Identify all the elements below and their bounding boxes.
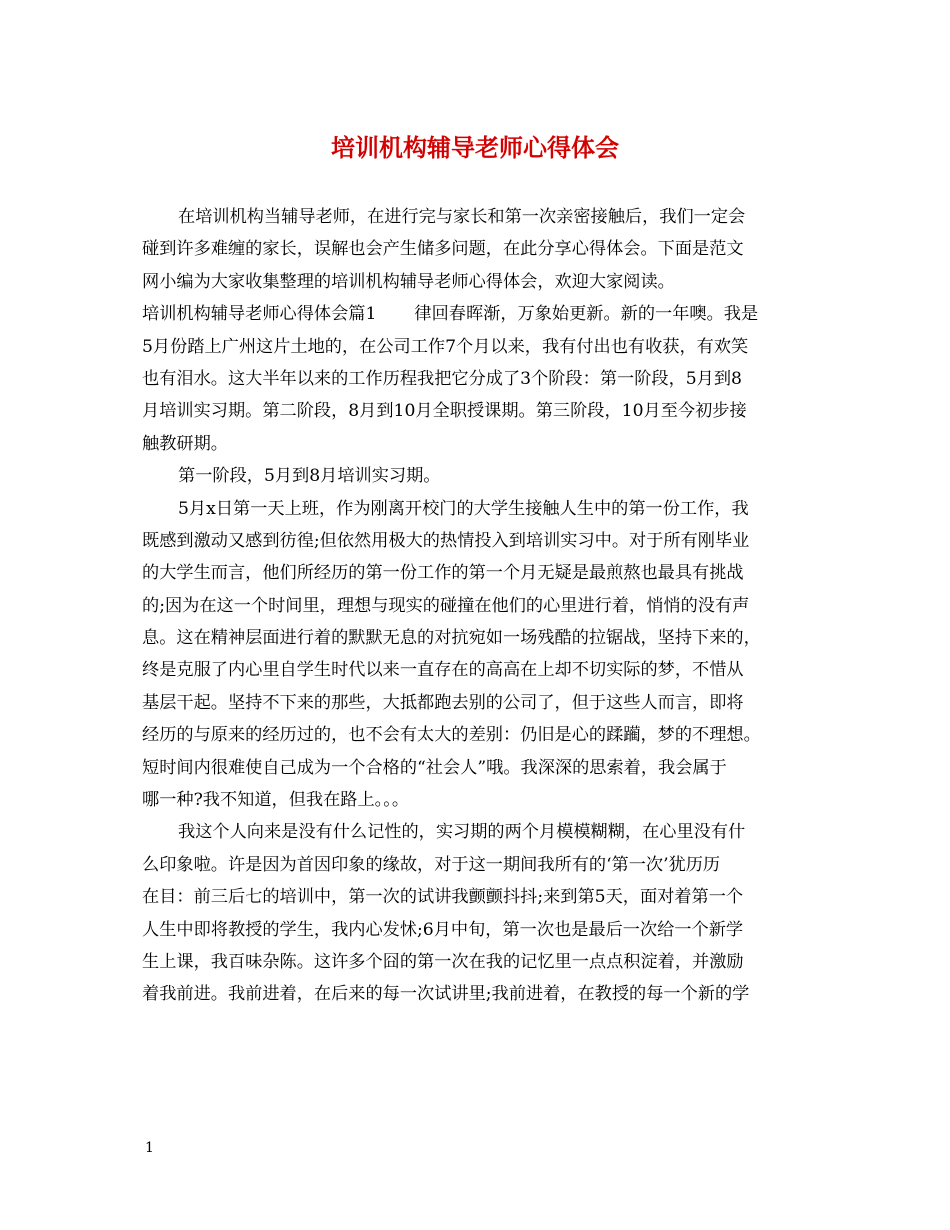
paragraph-line: 人生中即将教授的学生，我内心发怵;6月中旬，第一次也是最后一次给一个新学 xyxy=(142,919,744,940)
paragraph-line: 生上课，我百味杂陈。这许多个囧的第一次在我的记忆里一点点积淀着，并激励 xyxy=(142,951,744,972)
paragraph-line: 息。这在精神层面进行着的默默无息的对抗宛如一场残酷的拉锯战，坚持下来的， xyxy=(142,628,761,649)
paragraph-line: 月培训实习期。第二阶段，8月到10月全职授课期。第三阶段，10月至今初步接 xyxy=(142,401,747,422)
paragraph-line: 的大学生而言，他们所经历的第一份工作的第一个月无疑是最煎熬也最具有挑战 xyxy=(142,563,744,584)
document-body xyxy=(142,201,822,1011)
paragraph-line: 在目：前三后七的培训中，第一次的试讲我颤颤抖抖;来到第5天，面对着第一个 xyxy=(142,887,744,908)
paragraph-line: 基层干起。坚持不下来的那些，大抵都跑去别的公司了，但于这些人而言，即将 xyxy=(142,692,744,713)
paragraph-line: 第一阶段，5月到8月培训实习期。 xyxy=(178,466,441,487)
paragraph-line: 触教研期。 xyxy=(142,433,228,454)
section-opening-text: 律回春晖渐，万象始更新。新的一年噢。我是 xyxy=(414,304,759,325)
paragraph-line xyxy=(142,298,822,330)
paragraph-line: 网小编为大家收集整理的培训机构辅导老师心得体会，欢迎大家阅读。 xyxy=(142,271,675,292)
paragraph-line: 5月x日第一天上班，作为刚离开校门的大学生接触人生中的第一份工作，我 xyxy=(178,498,749,519)
document-title: 培训机构辅导老师心得体会 xyxy=(331,133,619,162)
paragraph-line: 么印象啦。许是因为首因印象的缘故，对于这一期间我所有的‘第一次’犹历历 xyxy=(142,854,721,875)
paragraph-line: 碰到许多难缠的家长，误解也会产生储多问题，在此分享心得体会。下面是范文 xyxy=(142,239,744,260)
paragraph-line: 既感到激动又感到彷徨;但依然用极大的热情投入到培训实习中。对于所有刚毕业 xyxy=(142,530,750,551)
paragraph-line: 短时间内很难使自己成为一个合格的“社会人”哦。我深深的思索着，我会属于 xyxy=(142,757,727,778)
paragraph-line: 在培训机构当辅导老师，在进行完与家长和第一次亲密接触后，我们一定会 xyxy=(178,207,746,227)
section-heading: 培训机构辅导老师心得体会篇1 xyxy=(142,304,377,325)
paragraph-line: 哪一种?我不知道，但我在路上。。。 xyxy=(142,790,410,811)
paragraph-line: 的;因为在这一个时间里，理想与现实的碰撞在他们的心里进行着，悄悄的没有声 xyxy=(142,595,750,616)
page-number: 1 xyxy=(145,1140,154,1156)
paragraph-line: 经历的与原来的经历过的，也不会有太大的差别：仍旧是心的蹂躏，梦的不理想。 xyxy=(142,725,761,746)
paragraph-line: 着我前进。我前进着，在后来的每一次试讲里;我前进着，在教授的每一个新的学 xyxy=(142,984,750,1005)
paragraph-line: 终是克服了内心里自学生时代以来一直存在的高高在上却不切实际的梦，不惜从 xyxy=(142,660,744,681)
paragraph-line: 也有泪水。这大半年以来的工作历程我把它分成了3个阶段：第一阶段，5月到8 xyxy=(142,368,742,389)
paragraph-line: 5月份踏上广州这片土地的，在公司工作7个月以来，我有付出也有收获，有欢笑 xyxy=(142,336,749,357)
paragraph-line: 我这个人向来是没有什么记性的，实习期的两个月模模糊糊，在心里没有什 xyxy=(178,822,746,843)
